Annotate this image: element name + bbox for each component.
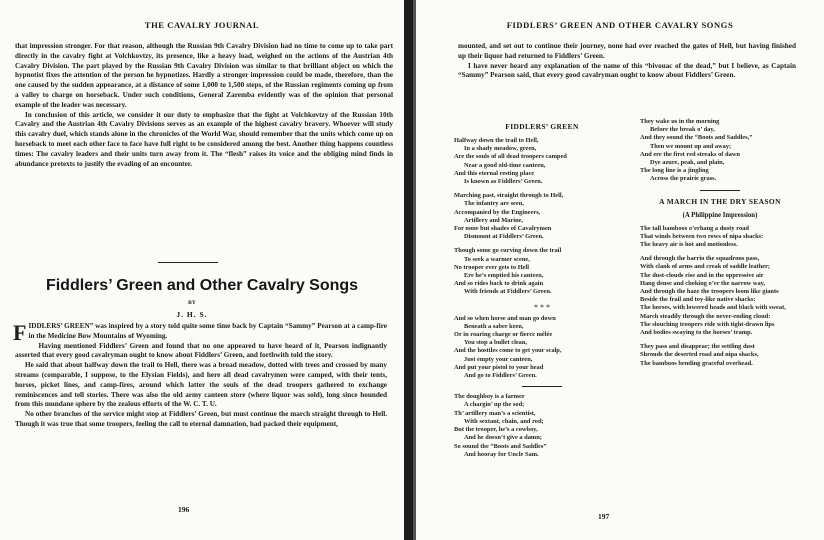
- running-head: FIDDLERS’ GREEN AND OTHER CAVALRY SONGS: [506, 20, 734, 30]
- verse-line: March steadily through the never-ending cloud:: [640, 312, 771, 320]
- verse-line: The dust-clouds rise and in the oppressive air: [640, 271, 764, 279]
- verse-line: To seek a warmer scene,: [464, 255, 530, 263]
- poem-stanza: [640, 118, 800, 184]
- poem-title: A MARCH IN THE DRY SEASON: [659, 196, 781, 206]
- verse-line: The heavy air is hot and motionless.: [640, 241, 738, 249]
- poem-chorus: [454, 393, 630, 459]
- verse-line: And the hostiles come to get your scalp,: [454, 347, 562, 355]
- poem-title: FIDDLERS’ GREEN: [505, 122, 579, 131]
- first-paragraph: [13, 320, 387, 345]
- byline-label: BY: [188, 300, 196, 306]
- verse-line: Dismount at Fiddlers’ Green.: [464, 233, 544, 241]
- verse-line: With sextant, chain, and rod;: [464, 417, 544, 425]
- verse-line: Hang dense and choking o’er the narrow way,: [640, 279, 766, 287]
- verse-line: And bodies swaying to the horses’ tramp.: [640, 329, 753, 337]
- paragraph: He said that about halfway down the trail to Hell, there was a broad meadow, dotted with trees and crossed by many streams (comparable, I suppose, to the Elysian Fields), and here all dead cavalrymen were camped, with their tents, horses, picket lines, and camp-fires, around which latter the souls of the dead troopers gathered to exchange reminiscences and tell stories. There was also the old army canteen store (where liquor was sold), long since hounded from this mundane sphere by the zealous efforts of the W. C. T. U.: [15, 361, 387, 409]
- verse-line: Is known as Fiddlers’ Green.: [464, 178, 543, 186]
- poem-stanza: [454, 192, 630, 241]
- verse-line: And through the haze the troopers loom like giants: [640, 288, 779, 296]
- running-head: THE CAVALRY JOURNAL: [144, 20, 260, 30]
- poem-divider: [522, 386, 562, 387]
- verse-line: And they sound the “Boots and Saddles,”: [640, 134, 753, 142]
- verse-line: Or in roaring charge or fierce mêlée: [454, 331, 553, 339]
- verse-line: With clank of arms and creak of saddle leather;: [640, 263, 771, 271]
- poem-divider: [700, 190, 740, 191]
- verse-line: They wake us in the morning: [640, 118, 720, 125]
- verse-line: And put your pistol to your head: [454, 363, 544, 371]
- poem-stanza: [640, 255, 800, 337]
- poem-stanza: [640, 225, 800, 250]
- verse-line: No trooper ever gets to Hell: [454, 263, 530, 271]
- article-title: Fiddlers’ Green and Other Cavalry Songs: [45, 277, 359, 294]
- paragraph: I have never heard any explanation of the name of this “bivouac of the dead,” but I believe, as Captain “Sammy” Pearson said, that every good cavalryman ought to know about Fiddlers’ Green.: [458, 61, 796, 80]
- verse-line: Across the prairie grass.: [650, 175, 717, 183]
- verse-line: With friends at Fiddlers’ Green.: [464, 288, 552, 296]
- poem-stanza: [454, 247, 630, 296]
- paragraph: that impression stronger. For that reason, although the Russian 9th Cavalry Division had no time to come up to take part directly in the cavalry fight at Volchkovtzy, its presence, like a heavy load, weighed on the actions of the Austrian 4th Cavalry Division. The part played by the Russian 9th Cavalry Division was similar to that brilliant object on which the hypnotist fixes the attention of the person he hypnotizes. Hardly a stronger impression could be made, therefore, than the one caused by the sudden appearance, at a distance of some 1,000 to 1,500 steps, of the Russian regiments coming up from a valley to charge on horseback. Under such conditions, General Zaremba evidently was of the opinion that personal example of the leader was necessary.: [15, 42, 393, 109]
- poem-column-right: [640, 118, 800, 374]
- poem-column-left: [454, 118, 630, 465]
- verse-line: And through the barrio the squadrons pass,: [640, 255, 760, 263]
- verse-line: And hooray for Uncle Sam.: [464, 450, 539, 458]
- verse-line: Beside the frail and toy-like native shacks:: [640, 296, 756, 304]
- paragraph-text: IDDLERS’ GREEN” was inspired by a story told quite some time back by Captain “Sammy” Pearson at a camp-fire in the Medicine Bow Mountains of Wyoming.: [28, 322, 387, 340]
- left-page: [0, 0, 404, 540]
- verse-line: Marching past, straight through to Hell,: [454, 192, 564, 200]
- poem-stanza: [640, 343, 800, 368]
- verse-line: And so rides back to drink again: [454, 280, 544, 288]
- verse-line: That winds between two rows of nipa shacks:: [640, 232, 764, 240]
- verse-line: The tall bamboos o’erhang a dusty road: [640, 224, 749, 232]
- verse-line: The long line is a jingling: [640, 167, 709, 175]
- poem-subtitle: (A Philippine Impression): [682, 211, 758, 219]
- book-gutter: [404, 0, 416, 540]
- stanza-separator: * * *: [534, 302, 550, 312]
- verse-line: Dye azure, peak, and plain,: [650, 159, 725, 167]
- verse-line: And go to Fiddlers’ Green.: [464, 372, 537, 380]
- poem-stanza: [454, 315, 630, 381]
- verse-line: Near a good old-time canteen,: [464, 161, 546, 169]
- verse-line: For none but shades of Cavalrymen: [454, 225, 552, 233]
- verse-line: And so when horse and man go down: [454, 314, 556, 322]
- verse-line: You stop a bullet clean,: [464, 339, 528, 347]
- right-page: [416, 0, 824, 540]
- verse-line: And he doesn’t give a damn;: [464, 434, 542, 442]
- verse-line: A chargin’ up the sod;: [464, 401, 525, 409]
- paragraph: mounted, and set out to continue their journey, none had ever reached the gates of Hell, but having finished up their liquor had returned to Fiddlers’ Green.: [458, 42, 796, 60]
- verse-line: Th’ artillery man’s a scientist,: [454, 409, 536, 417]
- verse-line: They pass and disappear; the settling dust: [640, 343, 755, 351]
- verse-line: The bamboos bending graceful overhead.: [640, 359, 753, 367]
- verse-line: Beneath a saber keen,: [464, 322, 524, 330]
- article-continuation: [458, 42, 796, 81]
- verse-line: Ere he’s emptied his canteen,: [464, 272, 544, 280]
- verse-line: The infantry are seen,: [464, 200, 524, 208]
- page-number: 196: [178, 505, 190, 514]
- verse-line: So sound the “Boots and Saddles”: [454, 442, 547, 450]
- verse-line: Then we mount up and away;: [650, 142, 732, 150]
- verse-line: Before the break o’ day,: [650, 126, 715, 134]
- author: J. H. S.: [176, 310, 208, 319]
- verse-line: The horses, with lowered heads and black with sweat,: [640, 304, 786, 312]
- article-conclusion: [15, 42, 393, 169]
- verse-line: Artillery and Marine,: [464, 216, 524, 224]
- verse-line: The doughboy is a farmer: [454, 393, 525, 401]
- verse-line: Halfway down the trail to Hell,: [454, 137, 539, 144]
- verse-line: Though some go curving down the trail: [454, 247, 562, 255]
- verse-line: And this eternal resting place: [454, 169, 535, 177]
- verse-line: Accompanied by the Engineers,: [454, 208, 541, 216]
- verse-line: But the trooper, he’s a cowboy,: [454, 426, 538, 434]
- verse-line: Are the souls of all dead troopers camped: [454, 153, 567, 161]
- verse-line: Shrouds the deserted road and nipa shacks,: [640, 351, 759, 359]
- poem-stanza: [454, 137, 630, 186]
- drop-cap: F: [13, 320, 27, 345]
- verse-line: In a shady meadow, green,: [464, 145, 537, 153]
- page-number: 197: [598, 512, 610, 521]
- paragraph: In conclusion of this article, we consider it our duty to emphasize that the fight at Volchkovtzy of the Russian 10th Cavalry and the Austrian 4th Cavalry Divisions serves as an example of the highest cavalry bravery. Whoever will study this cavalry duel, which stands alone in the chronicles of the World War, should remember that the units which come up on horseback to meet each other face to face have full right to be considered among the best. Another thing happens countless times: The cavalry leaders and their units turn away from it. The “flesh” raises its voice and the obliging mind finds in abundance pretexts to justify the evading of an encounter.: [15, 110, 393, 168]
- article-body: [15, 322, 387, 430]
- verse-line: And ere the first red streaks of dawn: [640, 150, 740, 158]
- section-divider: [158, 262, 218, 263]
- paragraph: No other branches of the service might stop at Fiddlers’ Green, but must continue the march straight through to Hell. Though it was true that some troopers, feeling the call to eternal damnation, had packed their equipment,: [15, 410, 387, 428]
- verse-line: Just empty your canteen,: [464, 355, 533, 363]
- verse-line: The slouching troopers ride with tight-drawn lips: [640, 320, 775, 328]
- paragraph: Having mentioned Fiddlers’ Green and found that no one appeared to have heard of it, Pearson indignantly asserted that every good cavalryman ought to know about Fiddlers’ Green, and forthwith told the story.: [15, 341, 387, 360]
